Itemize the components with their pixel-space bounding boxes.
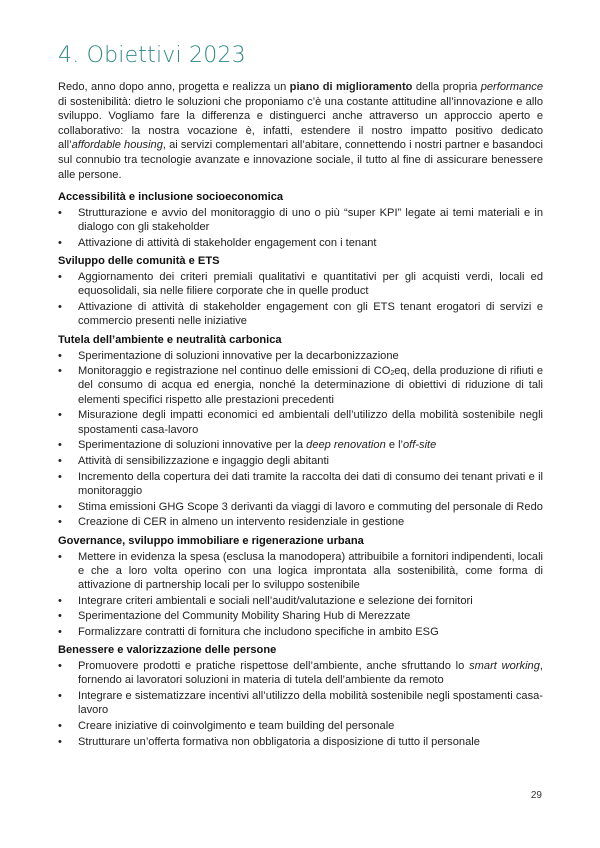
list-item (58, 609, 543, 623)
text-run: della propria (412, 81, 481, 93)
list-item (58, 550, 543, 593)
list-item (58, 236, 543, 250)
section-heading: Tutela dell’ambiente e neutralità carbonica (58, 333, 282, 346)
text-run: Attività di sensibilizzazione e ingaggio degli abitanti (78, 455, 329, 467)
list-item (58, 206, 543, 234)
text-run: Integrare criteri ambientali e sociali nell’audit/valutazione e selezione dei fornitori (78, 594, 473, 607)
bullet-icon: • (58, 735, 62, 748)
text-run: Sperimentazione del Community Mobility Sharing Hub di Merezzate (78, 610, 411, 623)
bullet-icon: • (58, 455, 62, 467)
bullet-icon: • (58, 349, 62, 362)
text-run: , ai servizi complementari all’abitare, connettendo i nostri partner e basandoci sul connubio tra tecnologie avanzate e innovazione sociale, il tutto al fine di assicurare benessere alle persone. (58, 139, 543, 181)
section-heading: Accessibilità e inclusione socioeconomica (58, 191, 284, 204)
bullet-list (58, 270, 543, 328)
list-item (58, 659, 543, 687)
text-run: Monitoraggio e registrazione nel continuo delle emissioni di CO (78, 365, 391, 378)
bullet-icon: • (58, 500, 62, 513)
bullet-icon: • (58, 237, 62, 250)
objectives-sections (58, 190, 543, 749)
text-run: Strutturare un’offerta formativa non obbligatoria a disposizione di tutto il personale (78, 735, 480, 748)
text-run: Strutturazione e avvio del monitoraggio di uno o più “super KPI” legate ai temi materiali e in dialogo con gli stakeholder (78, 207, 543, 234)
text-run: Attivazione di attività di stakeholder engagement con i tenant (78, 237, 377, 250)
text-run: Promuovere prodotti e pratiche rispettose dell’ambiente, anche sfruttando lo (78, 660, 470, 673)
section-heading: Benessere e valorizzazione delle persone (58, 644, 277, 657)
text-run: Incremento della copertura dei dati tramite la raccolta dei dati di consumo dei tenant privati e il monitoraggio (78, 470, 543, 497)
bullet-list (58, 349, 543, 530)
list-item (58, 454, 543, 468)
bullet-icon: • (58, 690, 62, 703)
text-run: Formalizzare contratti di fornitura che includono specifiche in ambito ESG (78, 626, 439, 639)
bullet-icon: • (58, 550, 62, 563)
list-item (58, 438, 543, 452)
bullet-icon: • (58, 439, 62, 452)
bullet-icon: • (58, 720, 62, 733)
text-run: Integrare e sistematizzare incentivi all’utilizzo della mobilità sostenibile negli spostamenti casa-lavoro (78, 690, 543, 717)
bullet-icon: • (58, 207, 62, 220)
document-page (58, 42, 543, 751)
subscript-text: 2 (390, 370, 395, 378)
italic-text: smart working (469, 660, 540, 673)
list-item (58, 349, 543, 363)
list-item (58, 689, 543, 717)
text-run: Mettere in evidenza la spesa (esclusa la manodopera) attribuibile a fornitori indipendenti, locali e che a loro volta operino con una logica improntata alla sostenibilità, come forma di attivazione di partnership locali per lo sviluppo sostenibile (78, 550, 543, 591)
bullet-icon: • (58, 271, 62, 284)
text-run: Sperimentazione di soluzioni innovative per la decarbonizzazione (78, 349, 399, 362)
section-heading: Governance, sviluppo immobiliare e rigenerazione urbana (58, 534, 364, 547)
bullet-list (58, 206, 543, 250)
bullet-icon: • (58, 516, 62, 529)
text-run: di sostenibilità: dietro le soluzioni che proponiamo c’è una costante attitudine all’innovazione e allo sviluppo. Vogliamo fare la differenza e distinguerci anche attraverso un approccio aperto e collaborativo: la nostra vocazione è, infatti, estendere il nostro impatto positivo dedicato all’ (58, 95, 543, 152)
text-run: e l’ (385, 439, 404, 452)
list-item (58, 470, 543, 498)
bullet-icon: • (58, 594, 62, 607)
page-number: 29 (530, 790, 542, 801)
bullet-icon: • (58, 626, 62, 639)
text-run: , fornendo ai lavoratori soluzioni in materia di tutela dell’ambiente da remoto (78, 660, 543, 687)
intro-paragraph (58, 80, 543, 182)
list-item (58, 408, 543, 436)
bullet-list (58, 550, 543, 640)
bullet-icon: • (58, 470, 62, 483)
list-item (58, 364, 543, 407)
bullet-icon: • (58, 660, 62, 673)
italic-text: affordable housing (71, 139, 163, 152)
text-run: Sperimentazione di soluzioni innovative per la (78, 439, 307, 452)
section-heading: Sviluppo delle comunità e ETS (58, 255, 220, 268)
bullet-icon: • (58, 301, 62, 314)
text-run: Misurazione degli impatti economici ed ambientali dell’utilizzo della mobilità sostenibile negli spostamenti casa-lavoro (78, 409, 543, 436)
italic-text: deep renovation (306, 439, 386, 452)
list-item (58, 270, 543, 298)
list-item (58, 625, 543, 639)
text-run: Redo, anno dopo anno, progetta e realizza un (58, 81, 290, 93)
list-item (58, 300, 543, 328)
italic-text: off-site (403, 439, 437, 452)
text-run: Creare iniziative di coinvolgimento e team building del personale (78, 720, 395, 733)
list-item (58, 719, 543, 733)
list-item (58, 500, 543, 514)
text-run: Aggiornamento dei criteri premiali qualitativi e quantitativi per gli acquisti verdi, locali ed equosolidali, sia nelle filiere corporate che in quelle product (78, 271, 543, 298)
list-item (58, 515, 543, 529)
text-run: Creazione di CER in almeno un intervento residenziale in gestione (78, 516, 405, 529)
bullet-icon: • (58, 610, 62, 623)
list-item (58, 735, 543, 749)
bullet-list (58, 659, 543, 749)
bullet-icon: • (58, 365, 62, 378)
italic-text: performance (480, 81, 543, 93)
bullet-icon: • (58, 409, 62, 422)
text-run: eq, della produzione di rifiuti e del consumo di acqua ed energia, nonché la determinazione di obiettivi di riduzione di tali elementi specifici rispetto alle prestazioni precedenti (78, 365, 543, 406)
page-title: 4. Obiettivi 2023 (58, 43, 246, 68)
text-run: Attivazione di attività di stakeholder engagement con gli ETS tenant erogatori di servizi e commercio presenti nelle iniziative (78, 301, 543, 328)
list-item (58, 594, 543, 608)
bold-text: piano di miglioramento (289, 81, 413, 93)
text-run: Stima emissioni GHG Scope 3 derivanti da viaggi di lavoro e commuting del personale di Redo (78, 500, 543, 513)
